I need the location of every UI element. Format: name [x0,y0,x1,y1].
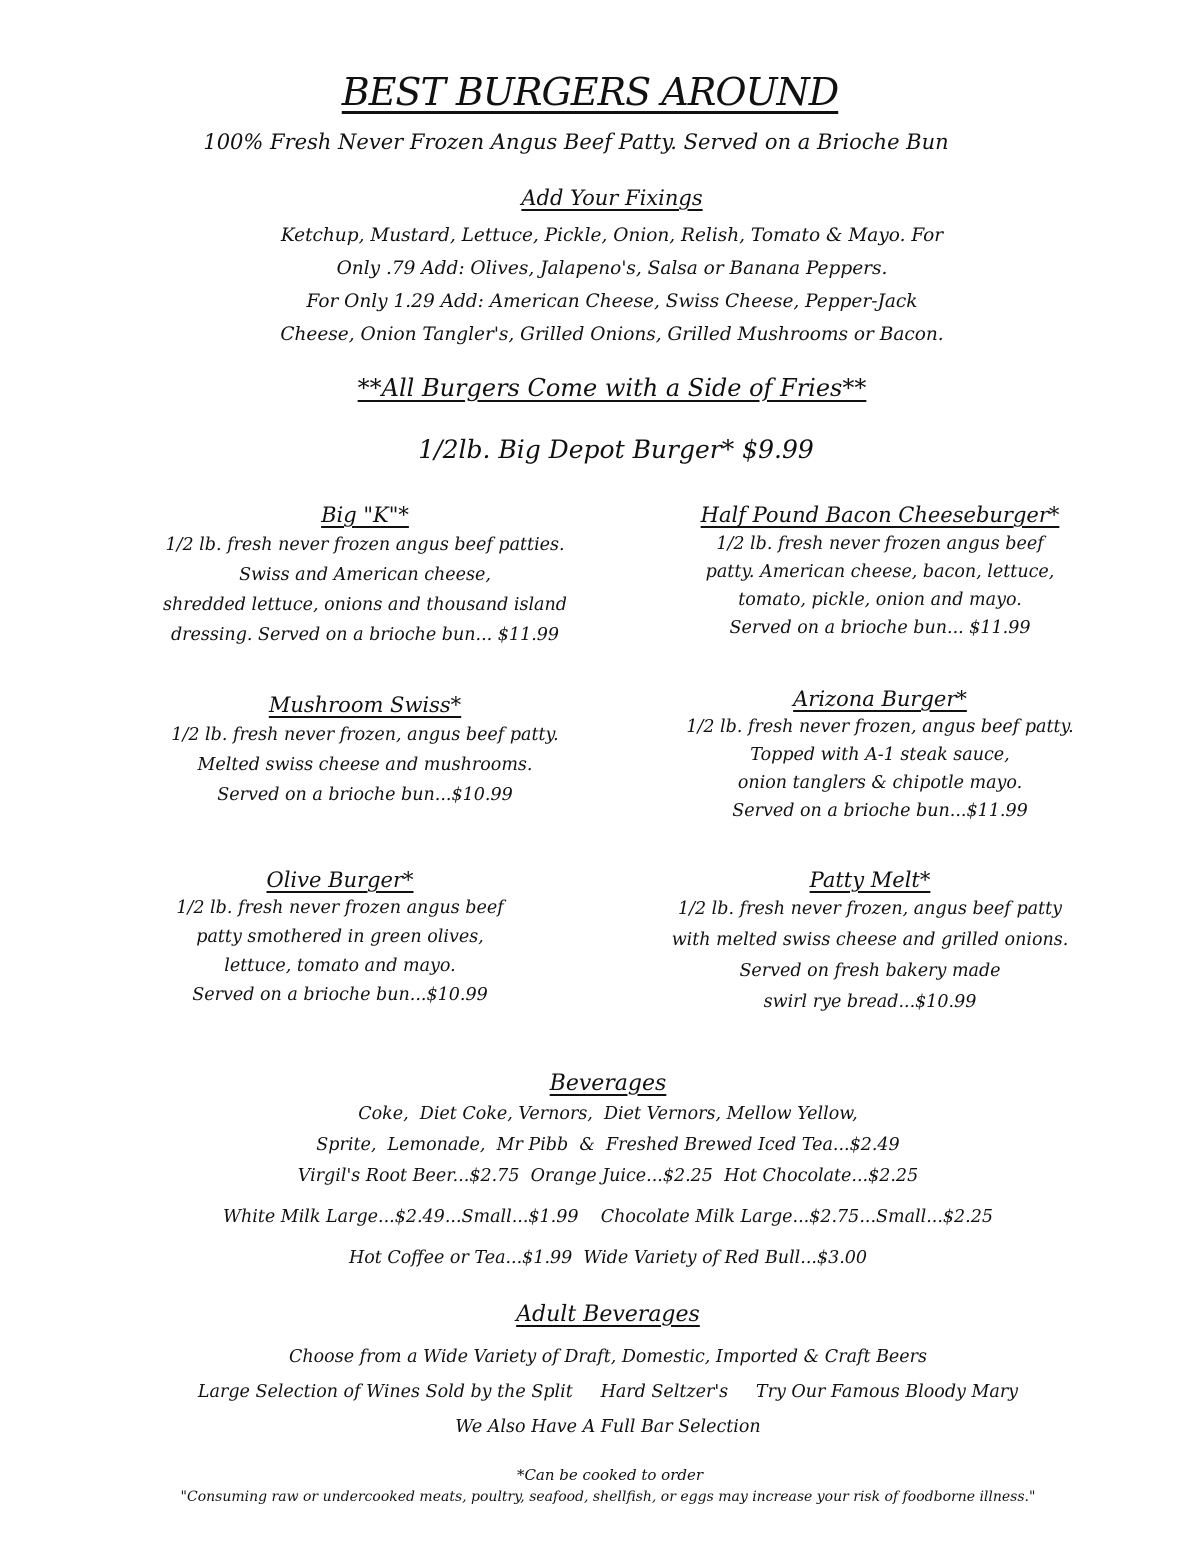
menu-item-desc: Served on fresh bakery made [739,961,1001,981]
menu-item-desc: 1/2 lb. fresh never frozen angus beef patties. [165,535,565,555]
beverages-heading: Beverages [549,1071,667,1096]
cooked-to-order-note: *Can be cooked to order [516,1466,704,1484]
menu-item-desc: Served on a brioche bun...$11.99 [732,801,1028,821]
beverage-line: Virgil's Root Beer...$2.75 Orange Juice...$2.25 Hot Chocolate...$2.25 [297,1166,919,1186]
menu-item-name: Half Pound Bacon Cheeseburger* [700,503,1060,527]
menu-item-desc: Served on a brioche bun... $11.99 [729,618,1031,638]
fries-note: **All Burgers Come with a Side of Fries** [357,374,867,402]
food-safety-warning: "Consuming raw or undercooked meats, poultry, seafood, shellfish, or eggs may increase your risk of foodborne illness." [180,1489,1036,1505]
menu-item-name: Olive Burger* [266,868,414,892]
beverages-list [0,1099,1200,1274]
menu-item-name: Big "K"* [321,503,409,527]
menu-item-desc: Served on a brioche bun...$10.99 [217,785,513,805]
menu-item-desc: 1/2 lb. fresh never frozen angus beef [716,534,1044,554]
beverage-line: Sprite, Lemonade, Mr Pibb & Freshed Brewed Iced Tea...$2.49 [316,1135,900,1155]
menu-item-desc: lettuce, tomato and mayo. [224,956,456,976]
menu-item-desc: 1/2 lb. fresh never frozen angus beef [176,898,504,918]
menu-item [130,500,600,650]
fixings-line: Ketchup, Mustard, Lettuce, Pickle, Onion, Relish, Tomato & Mayo. For [280,225,944,246]
menu-item-name: Patty Melt* [809,868,931,892]
menu-item-desc: patty. American cheese, bacon, lettuce, [705,562,1055,582]
menu-item-desc: with melted swiss cheese and grilled onions. [671,930,1069,950]
fixings-line: Cheese, Onion Tangler's, Grilled Onions, Grilled Mushrooms or Bacon. [280,324,944,345]
menu-title: BEST BURGERS AROUND [341,70,839,114]
menu-item-desc: dressing. Served on a brioche bun... $11.99 [170,625,560,645]
menu-item-desc: Swiss and American cheese, [239,565,491,585]
menu-item-desc: Melted swiss cheese and mushrooms. [197,755,533,775]
adult-beverages-list [0,1340,1200,1445]
adult-beverages-heading: Adult Beverages [516,1302,700,1327]
menu-item-name: Mushroom Swiss* [268,693,462,717]
menu-item-desc: 1/2 lb. fresh never frozen, angus beef patty. [171,725,559,745]
menu-item-desc: Served on a brioche bun...$10.99 [192,985,488,1005]
menu-item [130,690,600,810]
beverage-line: White Milk Large...$2.49...Small...$1.99 Chocolate Milk Large...$2.75...Small...$2.25 [222,1207,994,1227]
menu-item [105,866,575,1010]
menu-item-desc: 1/2 lb. fresh never frozen, angus beef patty. [686,717,1074,737]
adult-beverage-line: Large Selection of Wines Sold by the Split Hard Seltzer's Try Our Famous Bloody Mary [197,1382,1019,1402]
adult-beverage-line: Choose from a Wide Variety of Draft, Domestic, Imported & Craft Beers [288,1347,927,1367]
menu-item-desc: patty smothered in green olives, [196,927,484,947]
menu-item [640,685,1120,825]
menu-item-name: Arizona Burger* [793,687,967,711]
menu-subtitle: 100% Fresh Never Frozen Angus Beef Patty. Served on a Brioche Bun [203,130,949,154]
menu-item-desc: shredded lettuce, onions and thousand island [163,595,567,615]
menu-item-desc: onion tanglers & chipotle mayo. [737,773,1023,793]
menu-item-desc: Topped with A-1 steak sauce, [750,745,1010,765]
menu-item-desc: 1/2 lb. fresh never frozen, angus beef patty [677,899,1063,919]
fixings-heading: Add Your Fixings [521,186,703,210]
fixings-line: Only .79 Add: Olives, Jalapeno's, Salsa or Banana Peppers. [336,258,888,279]
menu-item [640,500,1120,642]
featured-burger: 1/2lb. Big Depot Burger* $9.99 [418,435,814,464]
beverage-line: Coke, Diet Coke, Vernors, Diet Vernors, Mellow Yellow, [358,1104,858,1124]
fixings-line: For Only 1.29 Add: American Cheese, Swiss Cheese, Pepper-Jack [306,291,918,312]
menu-item-desc: swirl rye bread...$10.99 [763,992,977,1012]
menu-item-desc: tomato, pickle, onion and mayo. [738,590,1022,610]
menu-item [640,866,1100,1018]
fixings-list [0,219,1200,351]
beverage-line: Hot Coffee or Tea...$1.99 Wide Variety of Red Bull...$3.00 [348,1248,868,1268]
adult-beverage-line: We Also Have A Full Bar Selection [455,1417,761,1437]
